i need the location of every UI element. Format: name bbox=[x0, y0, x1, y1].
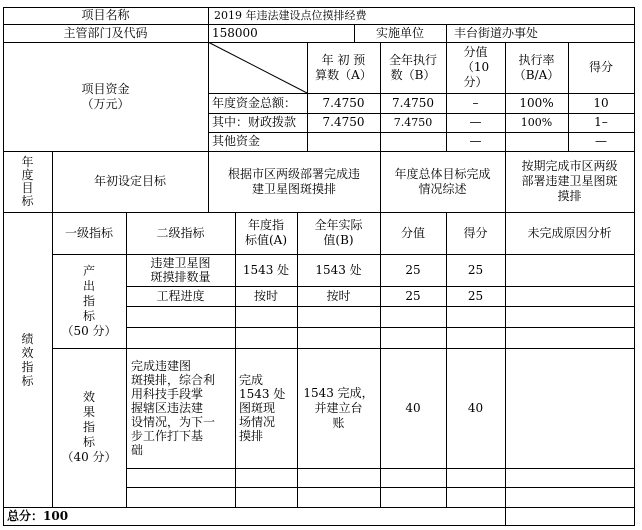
indicator-score: 25 bbox=[467, 262, 484, 277]
funds-executed: 7.4750 bbox=[392, 95, 434, 110]
funds-score-value: — bbox=[469, 134, 482, 148]
total-score: 总分：100 bbox=[7, 508, 69, 523]
goal-summary-label: 年度总体目标完成 情况综述 bbox=[394, 166, 491, 196]
col-target: 年度指 标值(A) bbox=[244, 218, 288, 247]
performance-indicators-label: 绩 效 指 标 bbox=[21, 331, 34, 388]
col-level1: 一级指标 bbox=[64, 225, 113, 240]
indicator-actual: 1543 处 bbox=[315, 262, 362, 277]
indicator-actual: 1543 完成， 并建立台 账 bbox=[303, 385, 374, 430]
funds-rate: 100% bbox=[520, 116, 553, 129]
indicator-score: 40 bbox=[467, 400, 484, 415]
funds-row-label: 其他资金 bbox=[212, 134, 261, 148]
funds-row-label: 年度资金总额： bbox=[212, 95, 297, 110]
indicator-score-value: 25 bbox=[405, 288, 421, 303]
indicator-name: 工程进度 bbox=[156, 288, 205, 303]
indicator-target: 完成 1543 处 图斑现 场情况 摸排 bbox=[239, 373, 286, 443]
funds-executed: 7.4750 bbox=[393, 116, 433, 129]
dept-code: 158000 bbox=[212, 25, 258, 40]
indicator-score: 25 bbox=[467, 288, 484, 303]
goal-summary-text: 按期完成市区两级 部署违建卫星图斑 摸排 bbox=[521, 159, 618, 203]
impl-unit-label: 实施单位 bbox=[375, 25, 424, 40]
project-name-label: 项目名称 bbox=[81, 8, 130, 22]
funds-label: 项目资金 （万元） bbox=[81, 81, 130, 111]
funds-score-value: – bbox=[472, 95, 479, 110]
indicator-target: 按时 bbox=[253, 288, 278, 303]
col-perf-score: 得分 bbox=[463, 225, 488, 240]
col-level2: 二级指标 bbox=[156, 225, 205, 240]
output-indicators-label: 产 出 指 标 （50 分） bbox=[61, 263, 117, 338]
funds-initial bbox=[307, 132, 380, 151]
indicator-name: 完成违建图 斑摸排，综合利 用科技手段掌 握辖区违法建 设情况，为下一 步工作打下基 础 bbox=[131, 359, 216, 457]
col-actual: 全年实际 值(B) bbox=[314, 218, 363, 247]
funds-rate: 100% bbox=[519, 95, 554, 110]
dept-label: 主管部门及代码 bbox=[63, 25, 148, 40]
col-executed: 全年执行 数（B） bbox=[388, 52, 437, 82]
annual-goal-label: 年 度 目 标 bbox=[21, 154, 34, 208]
col-score-value: 分值 （10 分） bbox=[461, 45, 490, 89]
funds-initial: 7.4750 bbox=[322, 115, 365, 129]
project-name-value: 2019 年违法建设点位摸排经费 bbox=[214, 9, 367, 22]
funds-rate bbox=[505, 132, 568, 151]
funds-initial: 7.4750 bbox=[322, 95, 365, 110]
indicator-score-value: 25 bbox=[405, 262, 421, 277]
col-exec-rate: 执行率 （B/A） bbox=[513, 52, 560, 82]
effect-indicators-label: 效 果 指 标 （40 分） bbox=[61, 390, 117, 464]
impl-unit-value: 丰台街道办事处 bbox=[454, 25, 539, 40]
indicator-actual: 按时 bbox=[326, 288, 351, 303]
col-perf-score-value: 分值 bbox=[400, 225, 425, 240]
funds-score: 1– bbox=[594, 115, 608, 129]
indicator-target: 1543 处 bbox=[242, 262, 290, 277]
funds-score: — bbox=[595, 134, 607, 148]
indicator-score-value: 40 bbox=[405, 400, 421, 415]
col-score: 得分 bbox=[588, 60, 613, 74]
funds-executed bbox=[380, 132, 446, 151]
funds-row-label: 其中：财政拨款 bbox=[212, 115, 297, 129]
initial-goal-text: 根据市区两级部署完成违 建卫星图斑摸排 bbox=[227, 166, 360, 196]
col-initial-budget: 年 初 预 算数（A） bbox=[315, 52, 372, 82]
indicator-name: 违建卫星图 斑摸排数量 bbox=[150, 256, 211, 284]
col-reason: 未完成原因分析 bbox=[527, 225, 612, 240]
initial-goal-label: 年初设定目标 bbox=[93, 174, 166, 188]
funds-score-value: — bbox=[469, 115, 482, 129]
funds-score: 10 bbox=[593, 95, 609, 110]
